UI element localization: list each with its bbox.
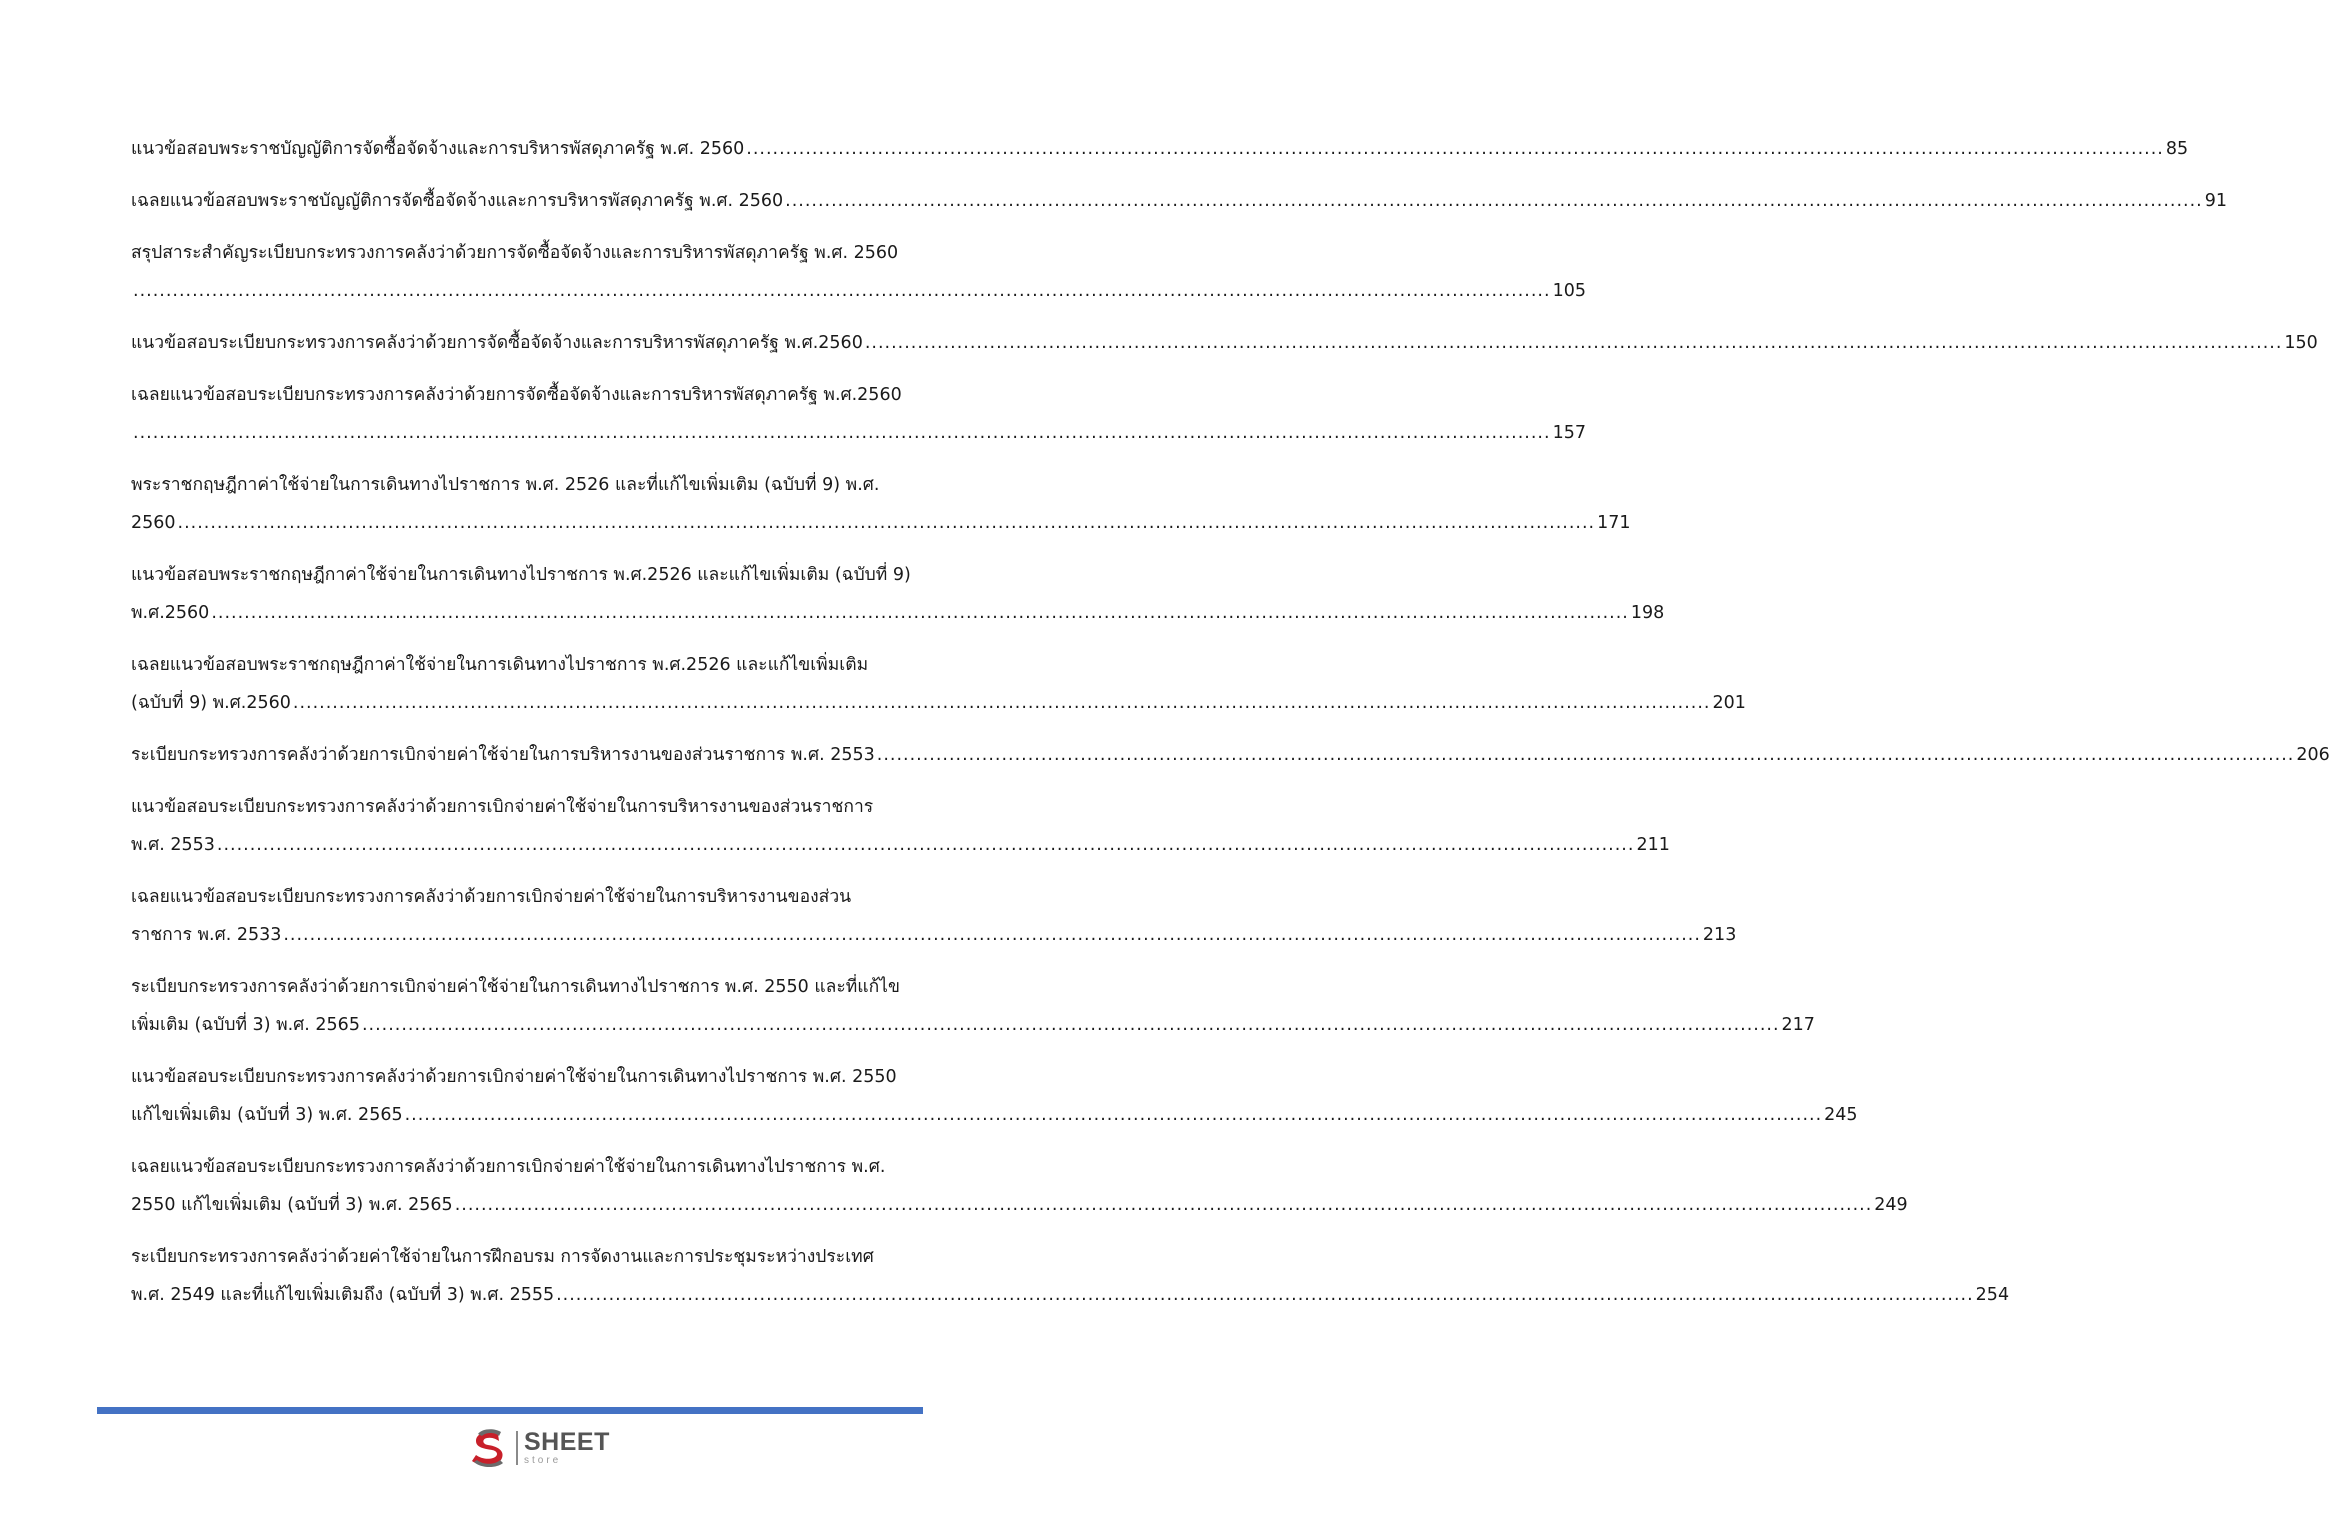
toc-entry-title-line: พ.ศ. 2553 — [131, 835, 215, 855]
toc-entry[interactable] — [131, 376, 1586, 452]
toc-page-number: 217 — [1781, 1015, 1815, 1035]
toc-page-number: 171 — [1597, 513, 1631, 533]
toc-entry-title-line: 2550 แก้ไขเพิ่มเติม (ฉบับที่ 3) พ.ศ. 2565 — [131, 1195, 453, 1215]
toc-entry-title-line: ราชการ พ.ศ. 2533 — [131, 925, 282, 945]
toc-entry-title-line: 2560 — [131, 513, 176, 533]
logo-word: SHEET — [524, 1428, 610, 1456]
toc-entry-title-line: (ฉบับที่ 9) พ.ศ.2560 — [131, 693, 291, 713]
dot-leader — [133, 272, 1551, 310]
toc-entry-title-line: ระเบียบกระทรวงการคลังว่าด้วยค่าใช้จ่ายในการฝึกอบรม การจัดงานและการประชุมระหว่างประเทศ — [131, 1247, 874, 1267]
toc-entry-title-line: เฉลยแนวข้อสอบระเบียบกระทรวงการคลังว่าด้วยการเบิกจ่ายค่าใช้จ่ายในการบริหารงานของส่วน — [131, 887, 852, 907]
toc-entry[interactable] — [131, 1238, 2010, 1314]
toc-entry[interactable] — [131, 646, 1746, 722]
dot-leader — [283, 916, 1701, 954]
dot-leader — [405, 1096, 1823, 1134]
toc-entry[interactable] — [131, 556, 1665, 632]
toc-page-number: 85 — [2165, 139, 2189, 159]
toc-entry[interactable] — [131, 788, 1670, 864]
toc-entry-title-line: เพิ่มเติม (ฉบับที่ 3) พ.ศ. 2565 — [131, 1015, 360, 1035]
toc-page-number: 206 — [2296, 745, 2330, 765]
s-mark-icon — [468, 1428, 512, 1468]
toc-entry[interactable] — [131, 182, 2228, 220]
toc-page-number: 213 — [1702, 925, 1737, 945]
table-of-contents — [131, 130, 2330, 1328]
toc-entry-title-line: พ.ศ.2560 — [131, 603, 210, 623]
toc-entry-title-line: สรุปสาระสำคัญระเบียบกระทรวงการคลังว่าด้วยการจัดซื้อจัดจ้างและการบริหารพัสดุภาครัฐ พ.ศ. 2560 — [131, 243, 899, 263]
dot-leader — [785, 182, 2203, 220]
dot-leader — [746, 130, 2164, 168]
dot-leader — [178, 504, 1596, 542]
toc-page-number: 211 — [1636, 835, 1670, 855]
toc-entry-title-line: เฉลยแนวข้อสอบระเบียบกระทรวงการคลังว่าด้วยการจัดซื้อจัดจ้างและการบริหารพัสดุภาครัฐ พ.ศ.2560 — [131, 385, 902, 405]
dot-leader — [877, 736, 2295, 774]
toc-entry-title-line: เฉลยแนวข้อสอบระเบียบกระทรวงการคลังว่าด้วยการเบิกจ่ายค่าใช้จ่ายในการเดินทางไปราชการ พ.ศ. — [131, 1157, 886, 1177]
dot-leader — [362, 1006, 1780, 1044]
toc-entry-title-line: ระเบียบกระทรวงการคลังว่าด้วยการเบิกจ่ายค่าใช้จ่ายในการบริหารงานของส่วนราชการ พ.ศ. 2553 — [131, 745, 875, 765]
toc-entry[interactable] — [131, 878, 1737, 954]
dot-leader — [556, 1276, 1974, 1314]
toc-entry[interactable] — [131, 466, 1631, 542]
logo-divider — [516, 1431, 518, 1465]
toc-entry[interactable] — [131, 968, 1815, 1044]
toc-entry-title-line: แนวข้อสอบระเบียบกระทรวงการคลังว่าด้วยการจัดซื้อจัดจ้างและการบริหารพัสดุภาครัฐ พ.ศ.2560 — [131, 333, 863, 353]
toc-page-number: 201 — [1712, 693, 1746, 713]
toc-entry-title-line: แก้ไขเพิ่มเติม (ฉบับที่ 3) พ.ศ. 2565 — [131, 1105, 403, 1125]
toc-entry[interactable] — [131, 324, 2318, 362]
toc-entry-title-line: แนวข้อสอบระเบียบกระทรวงการคลังว่าด้วยการเบิกจ่ายค่าใช้จ่ายในการบริหารงานของส่วนราชการ — [131, 797, 874, 817]
dot-leader — [217, 826, 1635, 864]
toc-entry-title-line: แนวข้อสอบพระราชบัญญัติการจัดซื้อจัดจ้างและการบริหารพัสดุภาครัฐ พ.ศ. 2560 — [131, 139, 745, 159]
toc-page-number: 150 — [2284, 333, 2318, 353]
dot-leader — [133, 414, 1551, 452]
toc-entry-title-line: ระเบียบกระทรวงการคลังว่าด้วยการเบิกจ่ายค่าใช้จ่ายในการเดินทางไปราชการ พ.ศ. 2550 และที่แก้ไข — [131, 977, 900, 997]
toc-entry-title-line: เฉลยแนวข้อสอบพระราชบัญญัติการจัดซื้อจัดจ้างและการบริหารพัสดุภาครัฐ พ.ศ. 2560 — [131, 191, 784, 211]
dot-leader — [865, 324, 2283, 362]
toc-page-number: 157 — [1552, 423, 1586, 443]
dot-leader — [455, 1186, 1873, 1224]
toc-entry-title-line: พระราชกฤษฎีกาค่าใช้จ่ายในการเดินทางไปราชการ พ.ศ. 2526 และที่แก้ไขเพิ่มเติม (ฉบับที่ 9) พ.ศ. — [131, 475, 880, 495]
toc-page-number: 91 — [2204, 191, 2228, 211]
dot-leader — [211, 594, 1629, 632]
logo-subword: store — [524, 1455, 562, 1466]
toc-entry-title-line: พ.ศ. 2549 และที่แก้ไขเพิ่มเติมถึง (ฉบับที่ 3) พ.ศ. 2555 — [131, 1285, 555, 1305]
toc-page-number: 249 — [1874, 1195, 1908, 1215]
toc-page-number: 245 — [1824, 1105, 1858, 1125]
toc-entry[interactable] — [131, 234, 1586, 310]
toc-entry[interactable] — [131, 1148, 1908, 1224]
toc-page-number: 105 — [1552, 281, 1586, 301]
toc-entry[interactable] — [131, 1058, 1858, 1134]
toc-page-number: 198 — [1630, 603, 1665, 623]
dot-leader — [293, 684, 1711, 722]
toc-entry-title-line: แนวข้อสอบระเบียบกระทรวงการคลังว่าด้วยการเบิกจ่ายค่าใช้จ่ายในการเดินทางไปราชการ พ.ศ. 2550 — [131, 1067, 897, 1087]
sheet-store-logo — [468, 1426, 610, 1470]
toc-entry-title-line: แนวข้อสอบพระราชกฤษฎีกาค่าใช้จ่ายในการเดินทางไปราชการ พ.ศ.2526 และแก้ไขเพิ่มเติม (ฉบับที่ 9) — [131, 565, 911, 585]
footer-rule — [97, 1407, 923, 1414]
toc-entry[interactable] — [131, 736, 2330, 774]
toc-page-number: 254 — [1975, 1285, 2010, 1305]
toc-entry[interactable] — [131, 130, 2189, 168]
toc-entry-title-line: เฉลยแนวข้อสอบพระราชกฤษฎีกาค่าใช้จ่ายในการเดินทางไปราชการ พ.ศ.2526 และแก้ไขเพิ่มเติม — [131, 655, 869, 675]
